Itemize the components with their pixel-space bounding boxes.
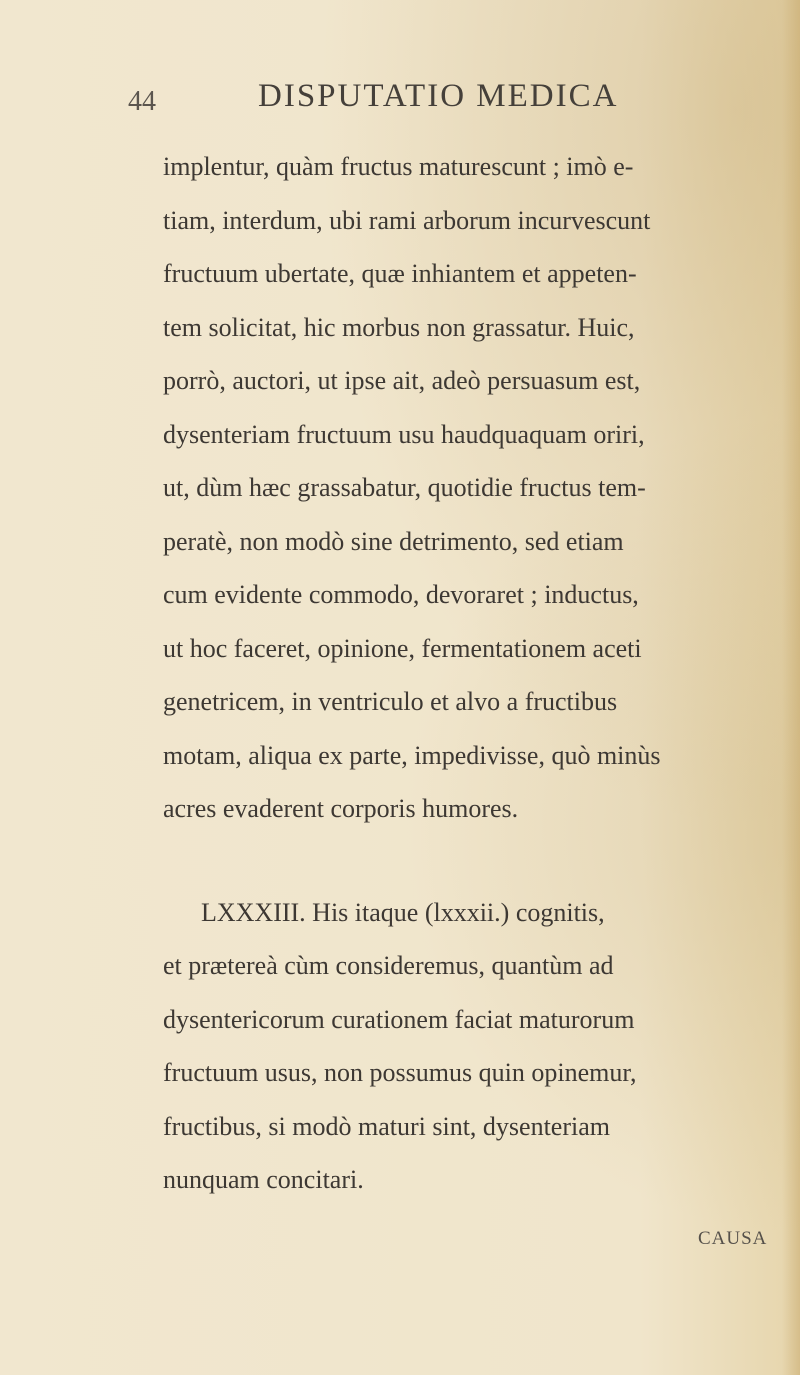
text-line: porrò, auctori, ut ipse ait, adeò persuasum est, — [163, 366, 641, 395]
running-head — [128, 78, 748, 118]
text-line: LXXXIII. His itaque (lxxxii.) cognitis, — [201, 897, 605, 927]
paragraph-1 — [163, 140, 800, 836]
text-line: peratè, non modò sine detrimento, sed etiam — [163, 526, 624, 556]
catchword: CAUSA — [698, 1228, 768, 1249]
text-line: cum evidente commodo, devoraret ; inductus, — [163, 580, 639, 609]
text-line: et prætereà cùm consideremus, quantùm ad — [163, 951, 614, 980]
text-line: fructibus, si modò maturi sint, dysenteriam — [163, 1111, 610, 1141]
running-title: DISPUTATIO MEDICA — [258, 78, 619, 114]
body-text — [163, 140, 800, 1207]
text-line: tem solicitat, hic morbus non grassatur. Huic, — [163, 312, 635, 342]
paragraph-2 — [163, 886, 800, 1207]
text-line: dysentericorum curationem faciat maturorum — [163, 1004, 635, 1034]
text-line: motam, aliqua ex parte, impedivisse, quò minùs — [163, 740, 661, 770]
text-line: nunquam concitari. — [163, 1165, 364, 1194]
page-number: 44 — [128, 86, 156, 117]
text-line: implentur, quàm fructus maturescunt ; imò e- — [163, 152, 634, 181]
text-line: acres evaderent corporis humores. — [163, 794, 519, 823]
text-line: dysenteriam fructuum usu haudquaquam oriri, — [163, 419, 645, 449]
text-line: ut hoc faceret, opinione, fermentationem aceti — [163, 633, 642, 663]
text-line: tiam, interdum, ubi rami arborum incurvescunt — [163, 205, 651, 235]
text-line: genetricem, in ventriculo et alvo a fructibus — [163, 687, 618, 716]
paragraph-gap — [163, 836, 800, 886]
text-line: fructuum usus, non possumus quin opinemur, — [163, 1058, 637, 1087]
text-line: fructuum ubertate, quæ inhiantem et appeten- — [163, 259, 637, 288]
text-line: ut, dùm hæc grassabatur, quotidie fructus tem- — [163, 473, 646, 502]
